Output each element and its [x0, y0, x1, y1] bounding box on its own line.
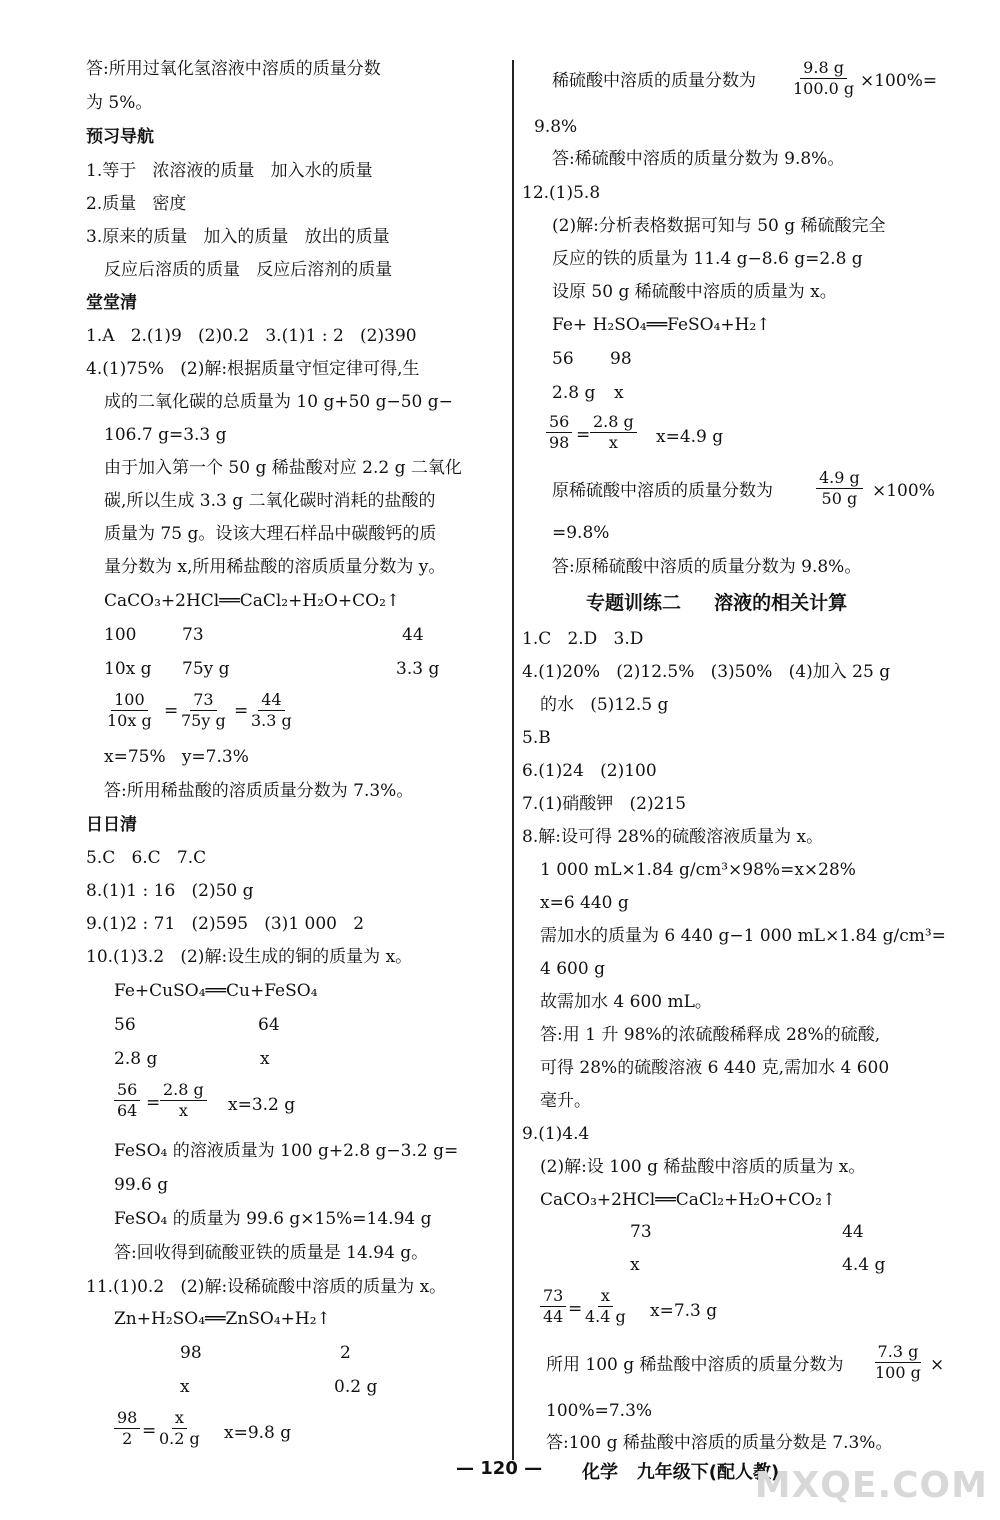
text-line: 为 5%。 — [86, 93, 153, 113]
fraction — [114, 1080, 140, 1121]
fraction-denominator: 2 — [122, 1429, 133, 1448]
heading-preview: 预习导航 — [86, 127, 154, 147]
equation-quantity: x — [630, 1255, 640, 1275]
text-line: x=7.3 g — [650, 1301, 718, 1321]
text-line: x=9.8 g — [224, 1423, 292, 1443]
text-line: 11.(1)0.2 (2)解:设稀硫酸中溶质的质量为 x。 — [86, 1277, 447, 1297]
fraction-denominator: x — [608, 433, 618, 452]
equation-quantity: 0.2 g — [334, 1377, 378, 1397]
fraction-numerator: 73 — [190, 690, 216, 711]
text-line: 6.(1)24 (2)100 — [522, 761, 657, 781]
text-line: 答:稀硫酸中溶质的质量分数为 9.8%。 — [552, 149, 845, 169]
equation-coefficient: 56 — [552, 349, 574, 369]
equation-quantity: x — [180, 1377, 190, 1397]
equation-quantity: 4.4 g — [842, 1255, 886, 1275]
fraction-numerator: 56 — [546, 412, 572, 433]
equals-sign: = — [146, 1093, 161, 1113]
fraction-numerator: 100 — [111, 690, 148, 711]
text-line: 4.(1)75% (2)解:根据质量守恒定律可得,生 — [86, 359, 420, 379]
equation-quantity: 3.3 g — [396, 659, 440, 679]
equation-coefficient: 64 — [258, 1015, 280, 1035]
book-subject: 化学 九年级下(配人教) — [582, 1462, 780, 1483]
fraction-numerator: x — [172, 1408, 187, 1429]
equation-quantity: x — [614, 383, 624, 403]
fraction-denominator: 10x g — [107, 711, 152, 730]
fraction-denominator: 44 — [543, 1307, 564, 1326]
equation-quantity: 10x g — [104, 659, 152, 679]
fraction-denominator: 100 g — [875, 1363, 921, 1382]
text-line: 反应后溶质的质量 反应后溶剂的质量 — [104, 260, 393, 280]
text-line: 4 600 g — [540, 959, 605, 979]
chemical-equation: Fe+CuSO₄══Cu+FeSO₄ — [114, 981, 318, 1001]
text-line: ×100%= — [860, 71, 938, 91]
fraction — [160, 1080, 207, 1121]
text-line: 9.(1)2 : 71 (2)595 (3)1 000 2 — [86, 914, 365, 934]
text-line: 3.原来的质量 加入的质量 放出的质量 — [86, 227, 390, 247]
text-line: 反应的铁的质量为 11.4 g−8.6 g=2.8 g — [552, 249, 863, 269]
text-line: 106.7 g=3.3 g — [104, 425, 227, 445]
text-line: ×100% — [872, 481, 935, 501]
text-line: 1.A 2.(1)9 (2)0.2 3.(1)1 : 2 (2)390 — [86, 326, 417, 346]
fraction — [546, 412, 572, 453]
text-line: 1.C 2.D 3.D — [522, 629, 644, 649]
text-line: 答:用 1 升 98%的浓硫酸稀释成 28%的硫酸, — [540, 1025, 881, 1045]
equation-quantity: 2.8 g — [552, 383, 596, 403]
page-number: — 120 — — [456, 1458, 543, 1479]
text-line: 所用 100 g 稀盐酸中溶质的质量分数为 — [546, 1355, 844, 1375]
fraction-numerator: 2.8 g — [160, 1080, 207, 1101]
text-line: x=4.9 g — [656, 427, 724, 447]
fraction-numerator: 7.3 g — [875, 1342, 922, 1363]
text-line: 原稀硫酸中溶质的质量分数为 — [552, 481, 773, 501]
text-line: 99.6 g — [114, 1175, 169, 1195]
text-line: 量分数为 x,所用稀盐酸的溶质质量分数为 y。 — [104, 557, 446, 577]
fraction-numerator: 98 — [114, 1408, 140, 1429]
text-line: 答:100 g 稀盐酸中溶质的质量分数是 7.3%。 — [546, 1433, 893, 1453]
equation-coefficient: 98 — [610, 349, 632, 369]
text-line: 10.(1)3.2 (2)解:设生成的铜的质量为 x。 — [86, 947, 413, 967]
text-line: 1 000 mL×1.84 g/cm³×98%=x×28% — [540, 860, 856, 880]
text-line: 答:所用过氧化氢溶液中溶质的质量分数 — [86, 59, 381, 79]
fraction — [816, 468, 863, 509]
fraction — [104, 690, 155, 731]
equation-coefficient: 56 — [114, 1015, 136, 1035]
text-line: 故需加水 4 600 mL。 — [540, 992, 712, 1012]
equation-coefficient: 44 — [402, 625, 424, 645]
text-line: 质量为 75 g。设该大理石样品中碳酸钙的质 — [104, 524, 437, 544]
fraction — [590, 412, 637, 453]
text-line: 1.等于 浓溶液的质量 加入水的质量 — [86, 161, 373, 181]
fraction-numerator: 2.8 g — [590, 412, 637, 433]
text-line: x=75% y=7.3% — [104, 747, 249, 767]
chemical-equation: Zn+H₂SO₄══ZnSO₄+H₂↑ — [114, 1309, 331, 1329]
text-line: 8.解:设可得 28%的硫酸溶液质量为 x。 — [522, 827, 824, 847]
text-line: 8.(1)1 : 16 (2)50 g — [86, 881, 254, 901]
text-line: 7.(1)硝酸钾 (2)215 — [522, 794, 687, 814]
text-line: 设原 50 g 稀硫酸中溶质的质量为 x。 — [552, 282, 837, 302]
text-line: 答:所用稀盐酸的溶质质量分数为 7.3%。 — [104, 781, 414, 801]
fraction-denominator: 0.2 g — [159, 1429, 200, 1448]
equation-coefficient: 44 — [842, 1222, 864, 1242]
fraction — [248, 690, 295, 731]
equation-quantity: x — [260, 1049, 270, 1069]
column-divider — [512, 60, 514, 1460]
equals-sign: = — [142, 1421, 157, 1441]
fraction-numerator: 44 — [258, 690, 284, 711]
fraction-numerator: 73 — [540, 1286, 566, 1307]
text-line: 毫升。 — [540, 1091, 591, 1111]
equation-coefficient: 73 — [630, 1222, 652, 1242]
text-line: 需加水的质量为 6 440 g−1 000 mL×1.84 g/cm³= — [540, 926, 946, 946]
text-line: 9.8% — [534, 117, 578, 137]
equation-coefficient: 73 — [182, 625, 204, 645]
equals-sign: = — [568, 1299, 583, 1319]
text-line: 4.(1)20% (2)12.5% (3)50% (4)加入 25 g — [522, 662, 891, 682]
fraction — [872, 1342, 924, 1383]
fraction-denominator: 50 g — [821, 489, 858, 508]
text-line: 100%=7.3% — [546, 1401, 653, 1421]
heading-daily: 日日清 — [86, 815, 137, 835]
text-line: 稀硫酸中溶质的质量分数为 — [552, 71, 756, 91]
equals-sign: = — [576, 425, 591, 445]
text-line: x=6 440 g — [540, 893, 629, 913]
chemical-equation: CaCO₃+2HCl══CaCl₂+H₂O+CO₂↑ — [104, 591, 401, 611]
text-line: 2.质量 密度 — [86, 194, 187, 214]
heading-class: 堂堂清 — [86, 293, 137, 313]
fraction-numerator: 9.8 g — [800, 58, 847, 79]
text-line: 12.(1)5.8 — [522, 183, 601, 203]
equation-coefficient: 100 — [104, 625, 137, 645]
equation-coefficient: 2 — [340, 1343, 351, 1363]
text-line: =9.8% — [552, 523, 610, 543]
equals-sign: = — [234, 701, 249, 721]
watermark: MXQE.COM — [754, 1465, 988, 1506]
fraction — [582, 1286, 629, 1327]
equation-coefficient: 98 — [180, 1343, 202, 1363]
text-line: FeSO₄ 的质量为 99.6 g×15%=14.94 g — [114, 1209, 432, 1229]
fraction — [790, 58, 857, 99]
fraction-numerator: 56 — [114, 1080, 140, 1101]
text-line: 的水 (5)12.5 g — [540, 695, 669, 715]
text-line: 可得 28%的硫酸溶液 6 440 克,需加水 4 600 — [540, 1058, 890, 1078]
fraction-denominator: 98 — [549, 433, 570, 452]
equals-sign: = — [164, 701, 179, 721]
text-line: 5.C 6.C 7.C — [86, 848, 207, 868]
text-line: 成的二氧化碳的总质量为 10 g+50 g−50 g− — [104, 392, 453, 412]
text-line: 5.B — [522, 728, 551, 748]
fraction-denominator: 100.0 g — [793, 79, 855, 98]
fraction — [114, 1408, 140, 1449]
fraction-denominator: 64 — [117, 1101, 138, 1120]
text-line: × — [930, 1355, 945, 1375]
fraction-numerator: x — [598, 1286, 613, 1307]
section-title: 专题训练二 溶液的相关计算 — [586, 592, 848, 614]
page-number-value: 120 — [480, 1458, 518, 1479]
fraction-denominator: x — [178, 1101, 188, 1120]
text-line: 碳,所以生成 3.3 g 二氧化碳时消耗的盐酸的 — [104, 491, 436, 511]
text-line: FeSO₄ 的溶液质量为 100 g+2.8 g−3.2 g= — [114, 1141, 459, 1161]
fraction-denominator: 75y g — [181, 711, 226, 730]
text-line: 答:原稀硫酸中溶质的质量分数为 9.8%。 — [552, 557, 862, 577]
equation-quantity: 75y g — [182, 659, 230, 679]
text-line: 9.(1)4.4 — [522, 1124, 590, 1144]
text-line: (2)解:分析表格数据可知与 50 g 稀硫酸完全 — [552, 216, 886, 236]
text-line: (2)解:设 100 g 稀盐酸中溶质的质量为 x。 — [540, 1157, 866, 1177]
fraction-numerator: 4.9 g — [816, 468, 863, 489]
fraction-denominator: 4.4 g — [585, 1307, 626, 1326]
fraction-denominator: 3.3 g — [251, 711, 292, 730]
text-line: x=3.2 g — [228, 1095, 296, 1115]
fraction — [540, 1286, 566, 1327]
chemical-equation: CaCO₃+2HCl══CaCl₂+H₂O+CO₂↑ — [540, 1190, 837, 1210]
text-line: 答:回收得到硫酸亚铁的质量是 14.94 g。 — [114, 1243, 429, 1263]
text-line: 由于加入第一个 50 g 稀盐酸对应 2.2 g 二氧化 — [104, 458, 462, 478]
chemical-equation: Fe+ H₂SO₄══FeSO₄+H₂↑ — [552, 315, 771, 335]
equation-quantity: 2.8 g — [114, 1049, 158, 1069]
fraction — [156, 1408, 203, 1449]
fraction — [178, 690, 229, 731]
